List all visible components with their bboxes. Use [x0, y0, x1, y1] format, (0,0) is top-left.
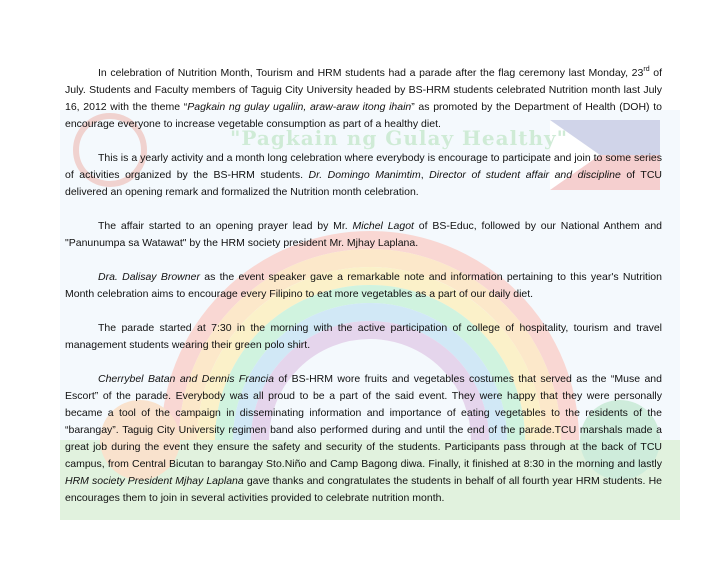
paragraph-3 — [65, 218, 662, 252]
article-body — [65, 65, 662, 524]
paragraph-1 — [65, 65, 662, 133]
paragraph-5 — [65, 320, 662, 354]
p1-text-a: In celebration of Nutrition Month, Tourism and HRM students had a parade after the flag ceremony last Monday, 23 — [98, 67, 644, 79]
p2-speaker-role: Director of student affair and discipline — [429, 169, 621, 181]
p6-text-b: gave thanks and congratulates the students in behalf of all fourth year HRM students. He encourages them to join in several activities provided to celebrate nutrition month. — [65, 475, 662, 504]
p3-prayer-lead-name: Michel Lagot — [352, 220, 414, 232]
p2-speaker-name: Dr. Domingo Manimtim — [308, 169, 421, 181]
p6-muse-escort-names: Cherrybel Batan and Dennis Francia — [98, 373, 274, 385]
paragraph-4 — [65, 269, 662, 303]
p1-date-suffix: rd — [643, 66, 650, 73]
p1-theme: Pagkain ng gulay ugaliin, araw-araw itong ihain — [187, 101, 412, 113]
p1-text-b: of July. Students and Faculty members of Taguig City University headed by BS-HRM students celebrated Nutrition month last July 16, 2012 with the theme “ — [65, 67, 662, 113]
p3-text-a: The affair started to an opening prayer lead by Mr. — [98, 220, 353, 232]
p3-text-b: of BS-Educ, followed by our National Anthem and "Panunumpa sa Watawat" by the HRM society president Mr. Mjhay Laplana. — [65, 220, 663, 249]
p5-text: The parade started at 7:30 in the morning with the active participation of college of hospitality, tourism and travel management students wearing their green polo shirt. — [65, 322, 662, 351]
p2-text-b: of TCU delivered an opening remark and formalized the Nutrition month celebration. — [65, 169, 663, 198]
p2-text-a: This is a yearly activity and a month long celebration where everybody is encourage to participate and join to some series of activities organized by the BS-HRM students. — [65, 152, 662, 181]
p4-event-speaker-name: Dra. Dalisay Browner — [98, 271, 200, 283]
p6-society-president: HRM society President Mjhay Laplana — [65, 475, 244, 487]
p2-comma: , — [420, 169, 430, 181]
p1-text-c: ” as promoted by the Department of Health (DOH) to encourage everyone to increase vegetable consumption as part of a healthy diet. — [65, 101, 662, 130]
paragraph-6 — [65, 371, 662, 507]
p6-text-a: of BS-HRM wore fruits and vegetables costumes that served as the “Muse and Escort” of the parade. Everybody was all proud to be a part of the said event. They were happy that they were personally became a tool of the campaign in disseminating information and importance of eating vegetables to the residents of the “barangay”. Taguig City University regimen band also performed during and until the end of the parade.TCU marshals made a great job during the event they ensure the safety and security of the students. Participants pass through at the back of TCU campus, from Central Bicutan to barangay Sto.Niño and Camp Bagong diwa. Finally, it finished at 8:30 in the morning and lastly — [65, 373, 662, 470]
paragraph-2 — [65, 150, 662, 201]
p4-text-b: as the event speaker gave a remarkable note and information pertaining to this year's Nutrition Month celebration aims to encourage every Filipino to eat more vegetables as a part of our daily diet. — [65, 271, 662, 300]
poster-banner-text: "Pagkain ng Gulay Healthy" — [230, 126, 569, 150]
